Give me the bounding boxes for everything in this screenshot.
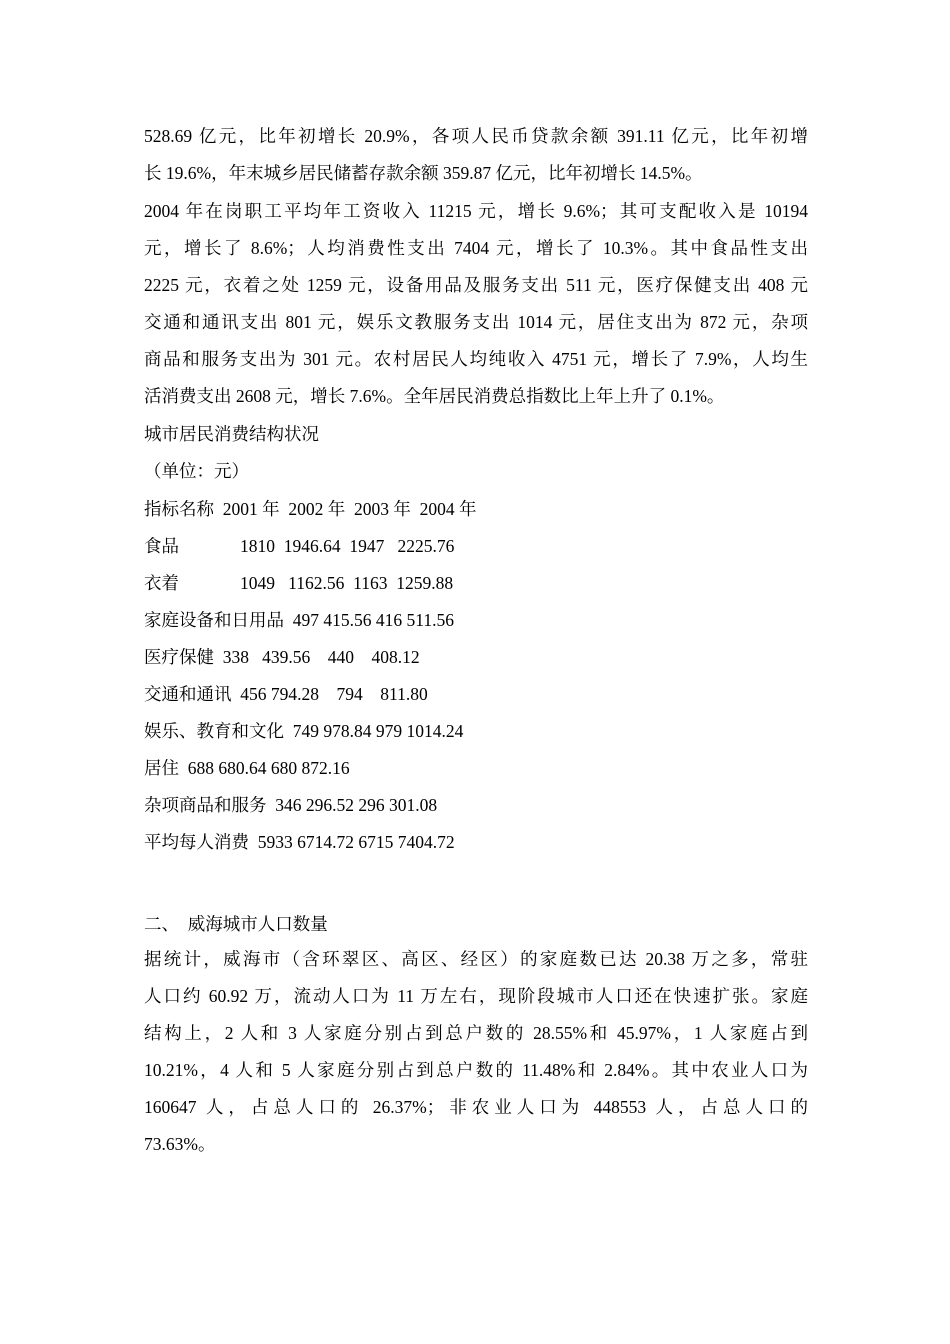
table-row	[144, 565, 808, 602]
text-line: 人口约 60.92 万，流动人口为 11 万左右，现阶段城市人口还在快速扩张。家庭	[144, 986, 808, 1006]
text-line: 160647 人，占总人口的 26.37%；非农业人口为 448553 人，占总人口的	[144, 1097, 808, 1117]
table-row	[144, 602, 808, 639]
table-row	[144, 787, 808, 824]
table-row	[144, 750, 808, 787]
text-line: 活消费支出 2608 元，增长 7.6%。全年居民消费总指数比上年上升了 0.1%。	[144, 386, 725, 406]
row-values: 5933 6714.72 6715 7404.72	[257, 832, 455, 852]
section-heading: 二、 威海城市人口数量	[144, 914, 328, 934]
text-line: 交通和通讯支出 801 元，娱乐文教服务支出 1014 元，居住支出为 872 元，杂项	[144, 312, 808, 332]
text-line: 528.69 亿元，比年初增长 20.9%，各项人民币贷款余额 391.11 亿元，比年初增	[144, 126, 808, 146]
table-unit: （单位：元）	[144, 461, 249, 481]
table-title: 城市居民消费结构状况	[144, 424, 319, 444]
text-line: 10.21%，4 人和 5 人家庭分别占到总户数的 11.48%和 2.84%。其中农业人口为	[144, 1060, 808, 1080]
row-values: 1810 1946.64 1947 2225.76	[240, 536, 455, 556]
row-name: 杂项商品和服务	[144, 795, 267, 815]
table-row	[144, 528, 808, 565]
text-line: 结构上，2 人和 3 人家庭分别占到总户数的 28.55%和 45.97%，1 人家庭占到	[144, 1023, 808, 1043]
row-name: 家庭设备和日用品	[144, 610, 284, 630]
text-line: 2004 年在岗职工平均年工资收入 11215 元，增长 9.6%；其可支配收入是 10194	[144, 201, 808, 221]
row-values: 456 794.28 794 811.80	[240, 684, 428, 704]
row-name: 医疗保健	[144, 647, 214, 667]
text-line: 商品和服务支出为 301 元。农村居民人均纯收入 4751 元，增长了 7.9%，人均生	[144, 349, 808, 369]
table-row	[144, 676, 808, 713]
row-values: 497 415.56 416 511.56	[292, 610, 454, 630]
table-header: 指标名称 2001 年 2002 年 2003 年 2004 年	[144, 499, 477, 519]
row-name: 居住	[144, 758, 179, 778]
consumption-table	[144, 491, 808, 861]
row-name: 交通和通讯	[144, 684, 232, 704]
paragraph-population	[144, 941, 808, 1163]
table-caption	[144, 416, 808, 490]
row-values: 346 296.52 296 301.08	[275, 795, 438, 815]
text-line: 2225 元，衣着之处 1259 元，设备用品及服务支出 511 元，医疗保健支出 408 元	[144, 275, 808, 295]
text-line: 元，增长了 8.6%；人均消费性支出 7404 元，增长了 10.3%。其中食品性支出	[144, 238, 808, 258]
row-name: 衣着	[144, 573, 179, 593]
table-row	[144, 639, 808, 676]
row-values: 749 978.84 979 1014.24	[292, 721, 464, 741]
text-line: 长 19.6%，年末城乡居民储蓄存款余额 359.87 亿元，比年初增长 14.5%。	[144, 163, 703, 183]
paragraph-finance	[144, 118, 808, 192]
row-values: 688 680.64 680 872.16	[187, 758, 350, 778]
row-name: 食品	[144, 536, 179, 556]
table-row	[144, 713, 808, 750]
text-line: 73.63%。	[144, 1134, 216, 1154]
table-row	[144, 824, 808, 861]
row-name: 平均每人消费	[144, 832, 249, 852]
row-values: 338 439.56 440 408.12	[222, 647, 420, 667]
paragraph-income	[144, 193, 808, 415]
text-line: 据统计，威海市（含环翠区、高区、经区）的家庭数已达 20.38 万之多，常驻	[144, 949, 808, 969]
row-name: 娱乐、教育和文化	[144, 721, 284, 741]
row-values: 1049 1162.56 1163 1259.88	[240, 573, 454, 593]
